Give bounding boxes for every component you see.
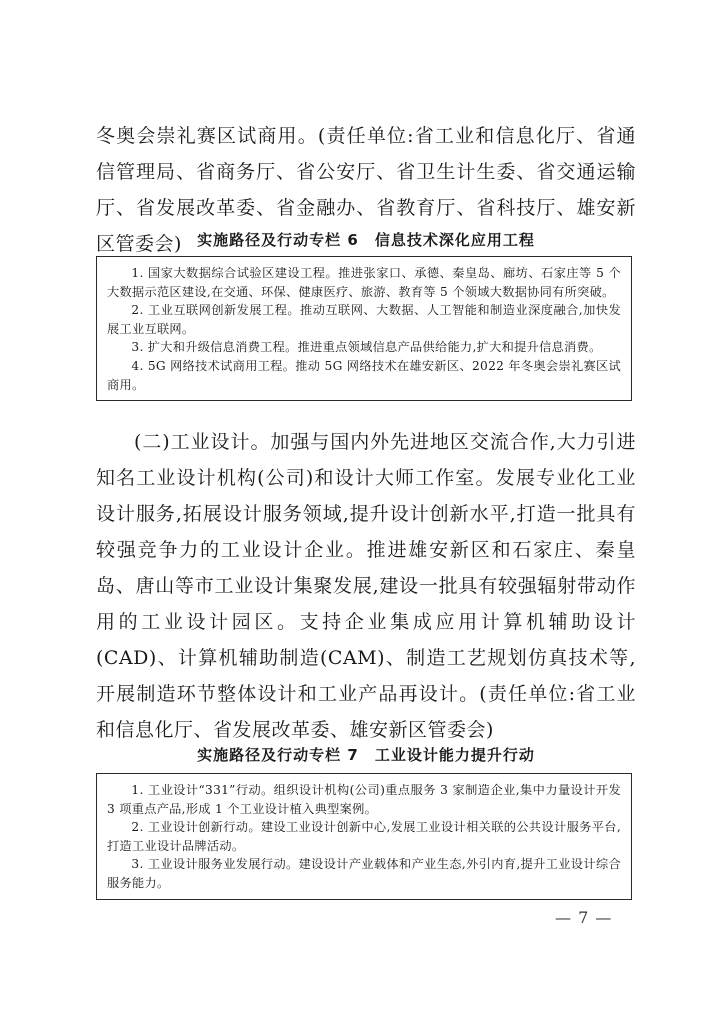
column-6-item: 2. 工业互联网创新发展工程。推动互联网、大数据、人工智能和制造业深度融合,加快发展工业互联网。	[107, 303, 621, 336]
intro-paragraph: 冬奥会崇礼赛区试商用。(责任单位:省工业和信息化厅、省通信管理局、省商务厅、省公安厅、省卫生计生委、省交通运输厅、省发展改革委、省金融办、省教育厅、省科技厅、雄安新区管委会)	[96, 125, 636, 255]
column-7-item: 1. 工业设计“331”行动。组织设计机构(公司)重点服务 3 家制造企业,集中力量设计开发 3 项重点产品,形成 1 个工业设计植入典型案例。	[107, 783, 621, 816]
column-7-item: 3. 工业设计服务业发展行动。建设设计产业载体和产业生态,外引内育,提升工业设计综合服务能力。	[107, 857, 621, 890]
column-6-item: 1. 国家大数据综合试验区建设工程。推进张家口、承德、秦皇岛、廊坊、石家庄等 5 个大数据示范区建设,在交通、环保、健康医疗、旅游、教育等 5 个领域大数据协同有所突破。	[107, 266, 621, 299]
column-6-box	[96, 256, 632, 401]
column-6-item: 3. 扩大和升级信息消费工程。推进重点领域信息产品供给能力,扩大和提升信息消费。	[131, 340, 602, 355]
column-7-box	[96, 773, 632, 900]
column-7-title: 实施路径及行动专栏 7 工业设计能力提升行动	[197, 746, 535, 764]
page-number: — 7 —	[555, 908, 613, 927]
column-6-title: 实施路径及行动专栏 6 信息技术深化应用工程	[197, 231, 535, 249]
column-7-item: 2. 工业设计创新行动。建设工业设计创新中心,发展工业设计相关联的公共设计服务平台,打造工业设计品牌活动。	[107, 820, 621, 853]
column-6-item: 4. 5G 网络技术试商用工程。推动 5G 网络技术在雄安新区、2022 年冬奥会崇礼赛区试商用。	[107, 358, 621, 392]
industrial-design-paragraph: (二)工业设计。加强与国内外先进地区交流合作,大力引进知名工业设计机构(公司)和设计大师工作室。发展专业化工业设计服务,拓展设计服务领域,提升设计创新水平,打造一批具有较强竞争力的工业设计企业。推进雄安新区和石家庄、秦皇岛、唐山等市工业设计集聚发展,建设一批具有较强辐射带动作用的工业设计园区。支持企业集成应用计算机辅助设计(CAD)、计算机辅助制造(CAM)、制造工艺规划仿真技术等,开展制造环节整体设计和工业产品再设计。(责任单位:省工业和信息化厅、省发展改革委、雄安新区管委会)	[96, 431, 636, 741]
